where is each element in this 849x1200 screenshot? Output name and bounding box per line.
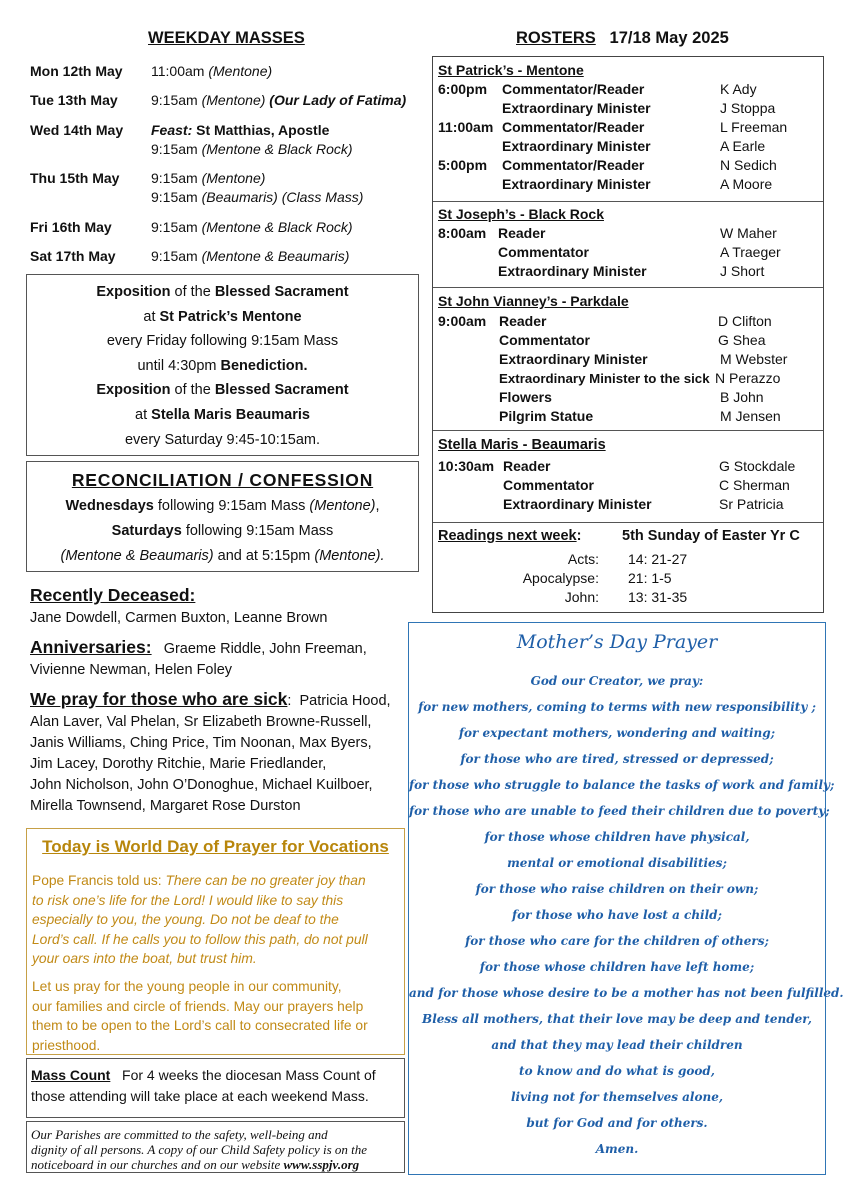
roster-row: 8:00am Reader W Maher — [438, 225, 777, 241]
roster-row: Flowers B John — [499, 389, 764, 405]
roster-row: 11:00am Commentator/Reader L Freeman — [438, 119, 788, 135]
prayer-line: for those who have lost a child; — [512, 908, 722, 922]
roster-section-st-patricks — [433, 57, 823, 202]
roster-row: Extraordinary Minister A Earle — [502, 138, 766, 154]
vocations-title: Today is World Day of Prayer for Vocations — [42, 837, 389, 856]
sick-line: Alan Laver, Val Phelan, Sr Elizabeth Browne-Russell, — [30, 714, 372, 730]
roster-row: Commentator A Traeger — [498, 244, 781, 260]
anniversaries-line: Anniversaries: Graeme Riddle, John Freeman, — [30, 637, 367, 657]
mass-day: Thu 15th May — [30, 170, 120, 186]
roster-section-title: Stella Maris - Beaumaris — [438, 437, 606, 453]
mass-time-line: 9:15am (Mentone & Beaumaris) — [151, 248, 350, 264]
prayer-line: for those who are unable to feed their children due to poverty; — [409, 804, 830, 818]
mass-time-line: 11:00am (Mentone) — [151, 63, 273, 79]
prayer-line: to know and do what is good, — [519, 1064, 715, 1078]
anniversaries-line2: Vivienne Newman, Helen Foley — [30, 662, 233, 678]
prayer-line: and for those whose desire to be a mother has not been fulfilled. — [409, 986, 844, 1000]
prayer-line: for those whose children have physical, — [484, 830, 750, 844]
website-link[interactable]: www.sspjv.org — [283, 1157, 360, 1172]
roster-row: Commentator G Shea — [499, 332, 766, 348]
exposition-line: at St Patrick’s Mentone — [143, 308, 302, 325]
roster-row: Extraordinary Minister J Stoppa — [502, 100, 776, 116]
reading-row: Apocalypse: 21: 1-5 — [522, 570, 672, 586]
exposition-line: Exposition of the Blessed Sacrament — [96, 284, 349, 300]
exposition-line: Exposition of the Blessed Sacrament — [96, 382, 349, 399]
vocations-quote-line: your oars into the boat, but trust him. — [32, 951, 257, 966]
vocations-prayer-line: priesthood. — [32, 1037, 101, 1053]
mass-time-line: 9:15am (Mentone & Black Rock) — [151, 219, 353, 235]
safety-line: noticeboard in our churches and on our website www.sspjv.org — [31, 1157, 360, 1172]
roster-section-st-josephs — [433, 202, 823, 288]
roster-row: 10:30am Reader G Stockdale — [438, 458, 796, 474]
mass-count-line2: those attending will take place at each weekend Mass. — [31, 1088, 369, 1104]
vocations-prayer-line: them to be open to the Lord’s call to consecrated life or — [32, 1018, 368, 1033]
mass-day: Fri 16th May — [30, 219, 112, 235]
reconciliation-line: Saturdays following 9:15am Mass — [111, 523, 334, 539]
mass-time-line: 9:15am (Mentone & Black Rock) — [151, 141, 353, 157]
prayer-line: for those whose children have left home; — [479, 960, 755, 974]
prayer-line: Amen. — [595, 1142, 639, 1156]
roster-row: Extraordinary Minister A Moore — [502, 176, 773, 192]
roster-section-title: St John Vianney’s - Parkdale — [438, 293, 629, 309]
reconciliation-line: Wednesdays following 9:15am Mass (Mentone), — [65, 498, 380, 514]
vocations-quote-line: Pope Francis told us: There can be no greater joy than — [32, 873, 366, 888]
prayer-line: for those who struggle to balance the tasks of work and family; — [409, 778, 835, 792]
prayer-line: for new mothers, coming to terms with new responsibility ; — [418, 700, 816, 714]
vocations-prayer-line: our families and circle of friends. May our prayers help — [32, 998, 364, 1014]
prayer-line: God our Creator, we pray: — [530, 674, 704, 688]
rosters-date: 17/18 May 2025 — [609, 29, 729, 47]
mothers-day-title: Mother’s Day Prayer — [516, 631, 718, 653]
prayer-line: but for God and for others. — [526, 1116, 708, 1130]
rosters-heading — [516, 29, 729, 48]
sick-line: Mirella Townsend, Margaret Rose Durston — [30, 798, 301, 814]
roster-row: Pilgrim Statue M Jensen — [499, 408, 781, 424]
roster-row: 6:00pm Commentator/Reader K Ady — [438, 81, 757, 97]
exposition-line: until 4:30pm Benediction. — [137, 357, 308, 374]
mass-count-box — [26, 1058, 405, 1118]
weekday-masses-heading: WEEKDAY MASSES — [148, 29, 305, 47]
prayer-line: living not for themselves alone, — [510, 1090, 724, 1104]
roster-row: 5:00pm Commentator/Reader N Sedich — [438, 157, 777, 173]
prayer-line: for expectant mothers, wondering and waiting; — [458, 726, 776, 740]
roster-row: Commentator C Sherman — [503, 477, 790, 493]
readings-section — [433, 523, 823, 613]
vocations-quote-line: to risk one’s life for the Lord! I would like to say this — [32, 892, 344, 908]
readings-sunday: 5th Sunday of Easter Yr C — [622, 528, 800, 544]
roster-section-stella-maris — [433, 431, 823, 523]
rosters-title: ROSTERS — [516, 29, 596, 47]
safety-line: dignity of all persons. A copy of our Child Safety policy is on the — [31, 1142, 368, 1157]
feast-line: Feast: St Matthias, Apostle — [151, 122, 330, 138]
reconciliation-line: (Mentone & Beaumaris) and at 5:15pm (Mentone). — [60, 548, 385, 564]
prayer-line: Bless all mothers, that their love may be deep and tender, — [422, 1012, 812, 1026]
vocations-quote-line: especially to you, the young. Do not be deaf to the — [32, 912, 339, 927]
mass-day: Tue 13th May — [30, 92, 118, 108]
child-safety-box — [26, 1121, 405, 1173]
sick-title-line: We pray for those who are sick: Patricia Hood, — [30, 689, 391, 709]
roster-row: 9:00am Reader D Clifton — [438, 313, 772, 329]
mass-count-line: Mass Count For 4 weeks the diocesan Mass Count of — [31, 1067, 376, 1083]
roster-section-title: St Patrick’s - Mentone — [438, 62, 584, 78]
reconciliation-title: RECONCILIATION / CONFESSION — [71, 470, 374, 490]
vocations-quote-line: Lord’s call. If he calls you to follow this path, do not pull — [32, 931, 368, 947]
mass-day: Sat 17th May — [30, 248, 116, 264]
exposition-line: at Stella Maris Beaumaris — [135, 406, 310, 423]
sick-line: John Nicholson, John O’Donoghue, Michael Kuilboer, — [30, 777, 373, 793]
reading-row: Acts: 14: 21-27 — [567, 551, 688, 567]
sick-line: Jim Lacey, Dorothy Ritchie, Marie Friedlander, — [30, 756, 327, 772]
deceased-names: Jane Dowdell, Carmen Buxton, Leanne Brown — [30, 610, 328, 626]
mass-day: Mon 12th May — [30, 63, 123, 79]
reading-row: John: 13: 31-35 — [564, 589, 688, 605]
readings-title: Readings next week: — [438, 528, 582, 544]
prayer-line: for those who are tired, stressed or depressed; — [460, 752, 774, 766]
roster-section-title: St Joseph’s - Black Rock — [438, 206, 604, 222]
prayer-line: mental or emotional disabilities; — [507, 856, 727, 870]
roster-row: Extraordinary Minister M Webster — [499, 351, 788, 367]
prayer-line: for those who care for the children of others; — [465, 934, 769, 948]
mass-time-line: 9:15am (Mentone) (Our Lady of Fatima) — [151, 92, 407, 108]
exposition-line: every Saturday 9:45-10:15am. — [124, 431, 321, 448]
prayer-line: and that they may lead their children — [491, 1038, 743, 1052]
mass-time-line: 9:15am (Beaumaris) (Class Mass) — [151, 189, 364, 205]
mass-time-line: 9:15am (Mentone) — [151, 170, 266, 186]
rosters-box — [432, 56, 824, 613]
sick-line: Janis Williams, Ching Price, Tim Noonan, Max Byers, — [30, 735, 372, 751]
exposition-line: every Friday following 9:15am Mass — [106, 333, 339, 350]
roster-row: Extraordinary Minister J Short — [498, 263, 765, 279]
vocations-prayer-line: Let us pray for the young people in our community, — [32, 979, 342, 994]
prayer-line: for those who raise children on their own; — [475, 882, 759, 896]
reconciliation-box — [26, 461, 419, 572]
roster-row: Extraordinary Minister Sr Patricia — [503, 496, 784, 512]
exposition-box — [26, 274, 419, 456]
safety-line: Our Parishes are committed to the safety, well-being and — [31, 1127, 328, 1142]
vocations-box — [26, 828, 405, 1055]
mass-day: Wed 14th May — [30, 122, 124, 138]
deceased-title: Recently Deceased: — [30, 585, 196, 605]
mothers-day-prayer-box — [408, 622, 844, 1175]
roster-row: Extraordinary Minister to the sick N Perazzo — [499, 370, 781, 386]
roster-section-st-john-vianneys — [433, 288, 823, 431]
